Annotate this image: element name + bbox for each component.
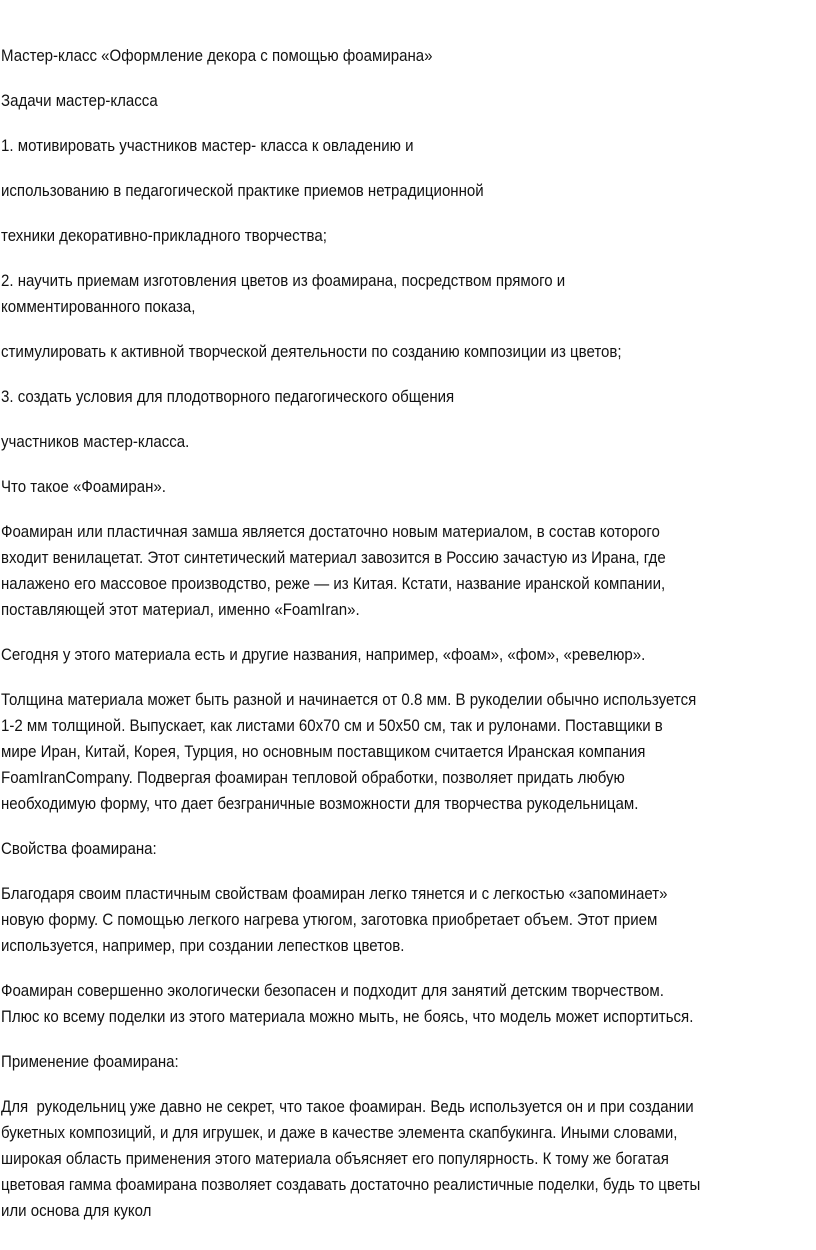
paragraph-plasticity: [1, 881, 816, 959]
text-line: Благодаря своим пластичным свойствам фоамиран легко тянется и с легкостью «запоминает»: [1, 884, 668, 903]
text-line: Применение фоамирана:: [1, 1052, 179, 1071]
text-line: 1-2 мм толщиной. Выпускает, как листами 60х70 см и 50х50 см, так и рулонами. Поставщики в: [1, 716, 663, 735]
paragraph-definition: [1, 519, 816, 623]
text-line: используется, например, при создании лепестков цветов.: [1, 936, 405, 955]
text-line: Фоамиран или пластичная замша является достаточно новым материалом, в состав которого: [1, 522, 660, 541]
text-line: новую форму. С помощью легкого нагрева утюгом, заготовка приобретает объем. Этот прием: [1, 910, 658, 929]
what-heading: [1, 474, 816, 500]
task-2: [1, 268, 816, 320]
text-line: 2. научить приемам изготовления цветов из фоамирана, посредством прямого и: [1, 271, 566, 290]
task-3: [1, 384, 816, 410]
text-line: стимулировать к активной творческой деятельности по созданию композиции из цветов;: [1, 342, 622, 361]
text-line: участников мастер-класса.: [1, 432, 190, 451]
text-line: техники декоративно-прикладного творчества;: [1, 226, 327, 245]
text-line: Мастер-класс «Оформление декора с помощью фоамирана»: [1, 46, 433, 65]
text-line: цветовая гамма фоамирана позволяет создавать достаточно реалистичные поделки, будь то цветы: [1, 1175, 701, 1194]
text-line: необходимую форму, что дает безграничные возможности для творчества рукодельницам.: [1, 794, 639, 813]
tasks-heading: [1, 88, 816, 114]
task-2-cont: [1, 339, 816, 365]
text-line: Что такое «Фоамиран».: [1, 477, 166, 496]
text-line: широкая область применения этого материала объясняет его популярность. К тому же богатая: [1, 1149, 669, 1168]
text-line: 1. мотивировать участников мастер- класса к овладению и: [1, 136, 414, 155]
paragraph-usage: [1, 1094, 816, 1224]
paragraph-names: [1, 642, 816, 668]
text-line: входит венилацетат. Этот синтетический материал завозится в Россию зачастую из Ирана, где: [1, 548, 666, 567]
document-title: [1, 43, 816, 69]
usage-heading: [1, 1049, 816, 1075]
text-line: Плюс ко всему поделки из этого материала можно мыть, не боясь, что модель может испортиться.: [1, 1007, 694, 1026]
text-line: налажено его массовое производство, реже — из Китая. Кстати, название иранской компании,: [1, 574, 666, 593]
text-line: комментированного показа,: [1, 297, 196, 316]
document-body: [1, 43, 816, 1243]
task-1: [1, 133, 816, 159]
text-line: Фоамиран совершенно экологически безопасен и подходит для занятий детским творчеством.: [1, 981, 664, 1000]
properties-heading: [1, 836, 816, 862]
text-line: Для рукодельниц уже давно не секрет, что такое фоамиран. Ведь используется он и при создании: [1, 1097, 694, 1116]
text-line: букетных композиций, и для игрушек, и даже в качестве элемента скапбукинга. Иными словами,: [1, 1123, 678, 1142]
task-3-cont: [1, 429, 816, 455]
text-line: FoamIranCompany. Подвергая фоамиран тепловой обработки, позволяет придать любую: [1, 768, 625, 787]
text-line: Свойства фоамирана:: [1, 839, 157, 858]
text-line: Сегодня у этого материала есть и другие названия, например, «фоам», «фом», «ревелюр».: [1, 645, 646, 664]
text-line: 3. создать условия для плодотворного педагогического общения: [1, 387, 455, 406]
text-line: Толщина материала может быть разной и начинается от 0.8 мм. В рукоделии обычно используется: [1, 690, 697, 709]
text-line: или основа для кукол: [1, 1201, 152, 1220]
text-line: использованию в педагогической практике приемов нетрадиционной: [1, 181, 484, 200]
paragraph-thickness: [1, 687, 816, 817]
text-line: Задачи мастер-класса: [1, 91, 158, 110]
text-line: мире Иран, Китай, Корея, Турция, но основным поставщиком считается Иранская компания: [1, 742, 646, 761]
paragraph-safety: [1, 978, 816, 1030]
task-1-cont: [1, 178, 816, 204]
text-line: поставляющей этот материал, именно «FoamIran».: [1, 600, 360, 619]
task-1-cont2: [1, 223, 816, 249]
